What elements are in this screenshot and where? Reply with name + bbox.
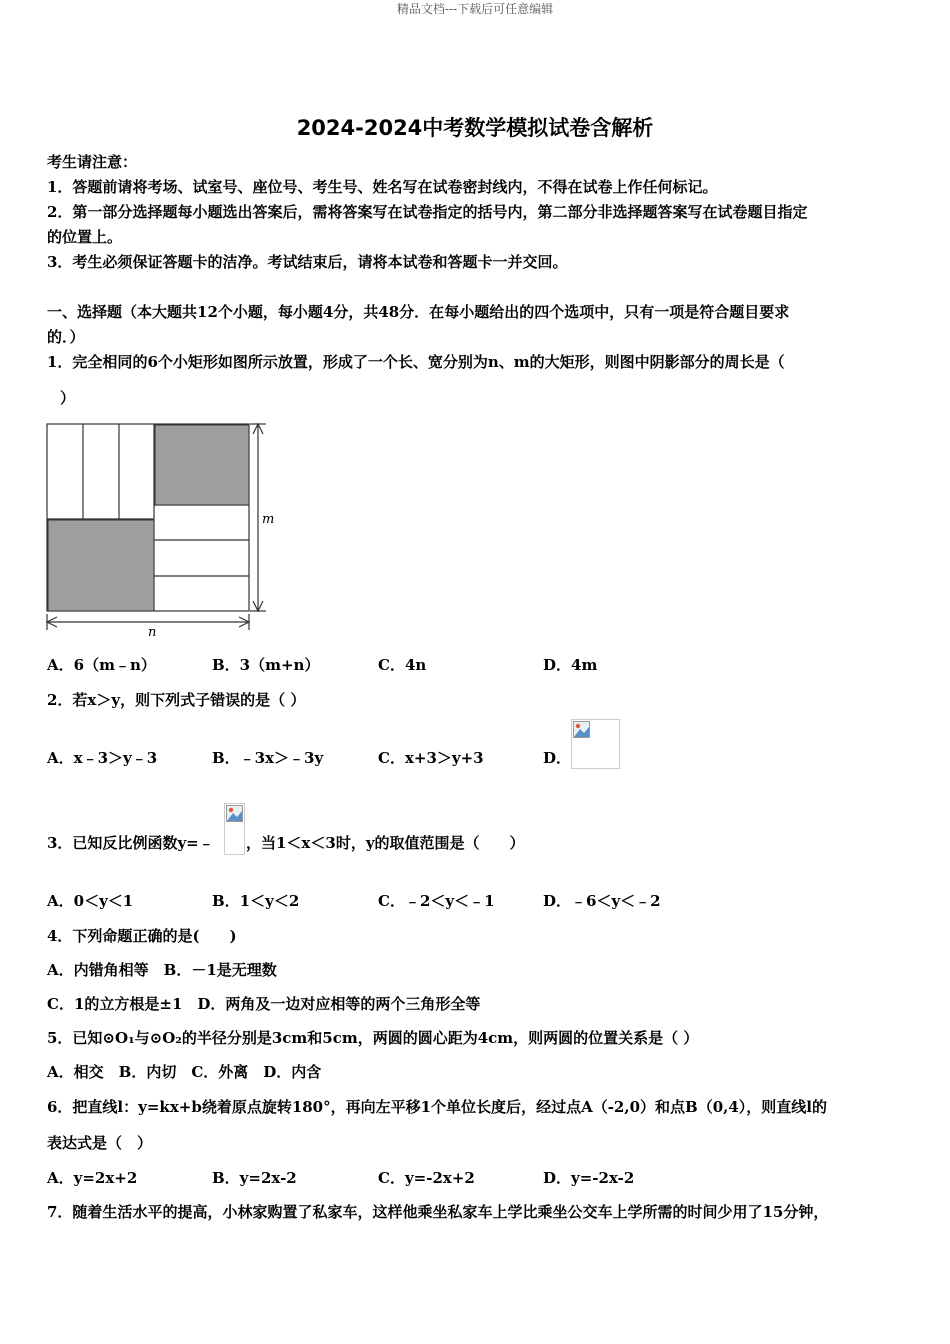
q2-option-c: C．x+3＞y+3 xyxy=(378,749,484,767)
q2-option-a: A．x﹣3＞y﹣3 xyxy=(47,749,158,767)
q6-option-c: C．y=-2x+2 xyxy=(378,1169,475,1187)
notice-item-3: 3．考生必须保证答题卡的洁净。考试结束后，请将本试卷和答题卡一并交回。 xyxy=(47,253,568,271)
q2-option-d: D． xyxy=(543,749,572,767)
shaded-rect-top-right xyxy=(155,425,249,505)
section-heading-cont: 的．） xyxy=(47,328,85,346)
q1-option-d: D．4m xyxy=(543,656,598,674)
notice-item-2-cont: 的位置上。 xyxy=(47,228,123,246)
notice-item-1: 1．答题前请将考场、试室号、座位号、考生号、姓名写在试卷密封线内，不得在试卷上作任何标记。 xyxy=(47,178,718,196)
q1-stem-cont: ） xyxy=(60,389,76,407)
q6-option-a: A．y=2x+2 xyxy=(47,1169,138,1187)
label-m: m xyxy=(262,512,275,527)
header-note: 精品文档---下载后可任意编辑 xyxy=(396,2,554,16)
q1-option-c: C．4n xyxy=(378,656,427,674)
q1-option-a: A．6（m﹣n） xyxy=(47,656,156,674)
notice-item-2: 2．第一部分选择题每小题选出答案后，需将答案写在试卷指定的括号内，第二部分非选择题答案写在试卷题目指定 xyxy=(47,203,808,221)
label-n: n xyxy=(148,625,157,640)
q3-stem-a: 3．已知反比例函数y=﹣ xyxy=(47,834,214,852)
q1-figure xyxy=(40,415,280,640)
q6-option-b: B．y=2x-2 xyxy=(212,1169,297,1187)
q4-options-row1: A．内错角相等 B．－1是无理数 xyxy=(47,961,277,979)
shaded-rect-bottom-left xyxy=(48,520,154,611)
q6-stem: 6．把直线l：y=kx+b绕着原点旋转180°，再向左平移1个单位长度后，经过点A（-2,0）和点B（0,4），则直线l的 xyxy=(47,1098,827,1116)
image-placeholder-icon xyxy=(573,721,590,738)
q7-stem: 7．随着生活水平的提高，小林家购置了私家车，这样他乘坐私家车上学比乘坐公交车上学所需的时间少用了15分钟， xyxy=(47,1203,829,1221)
q4-options-row2: C．1的立方根是±1 D．两角及一边对应相等的两个三角形全等 xyxy=(47,995,481,1013)
page-title: 2024-2024中考数学模拟试卷含解析 xyxy=(296,116,654,140)
q5-options-row: A．相交 B．内切 C．外离 D．内含 xyxy=(47,1063,322,1081)
broken-image-icon xyxy=(571,719,620,769)
image-placeholder-icon xyxy=(226,805,243,822)
q3-option-c: C．﹣2＜y＜﹣1 xyxy=(378,892,495,910)
q3-option-a: A．0＜y＜1 xyxy=(47,892,134,910)
q5-stem: 5．已知⊙O₁与⊙O₂的半径分别是3cm和5cm，两圆的圆心距为4cm，则两圆的位置关系是（ ） xyxy=(47,1029,699,1047)
q6-stem-cont: 表达式是（ ） xyxy=(47,1134,153,1152)
q1-stem: 1．完全相同的6个小矩形如图所示放置，形成了一个长、宽分别为n、m的大矩形，则图中阴影部分的周长是（ xyxy=(47,353,785,371)
section-heading: 一、选择题（本大题共12个小题，每小题4分，共48分．在每小题给出的四个选项中，只有一项是符合题目要求 xyxy=(47,303,790,321)
q3-option-d: D．﹣6＜y＜﹣2 xyxy=(543,892,661,910)
q3-stem-b: ，当1＜x＜3时，y的取值范围是（ ） xyxy=(246,834,525,852)
q2-stem: 2．若x＞y，则下列式子错误的是（ ） xyxy=(47,691,306,709)
q6-option-d: D．y=-2x-2 xyxy=(543,1169,635,1187)
q1-option-b: B．3（m+n） xyxy=(212,656,320,674)
q4-stem: 4．下列命题正确的是( ) xyxy=(47,927,237,945)
broken-image-icon xyxy=(224,803,245,855)
q2-option-b: B．﹣3x＞﹣3y xyxy=(212,749,324,767)
q3-option-b: B．1＜y＜2 xyxy=(212,892,300,910)
notice-heading: 考生请注意： xyxy=(47,153,138,171)
